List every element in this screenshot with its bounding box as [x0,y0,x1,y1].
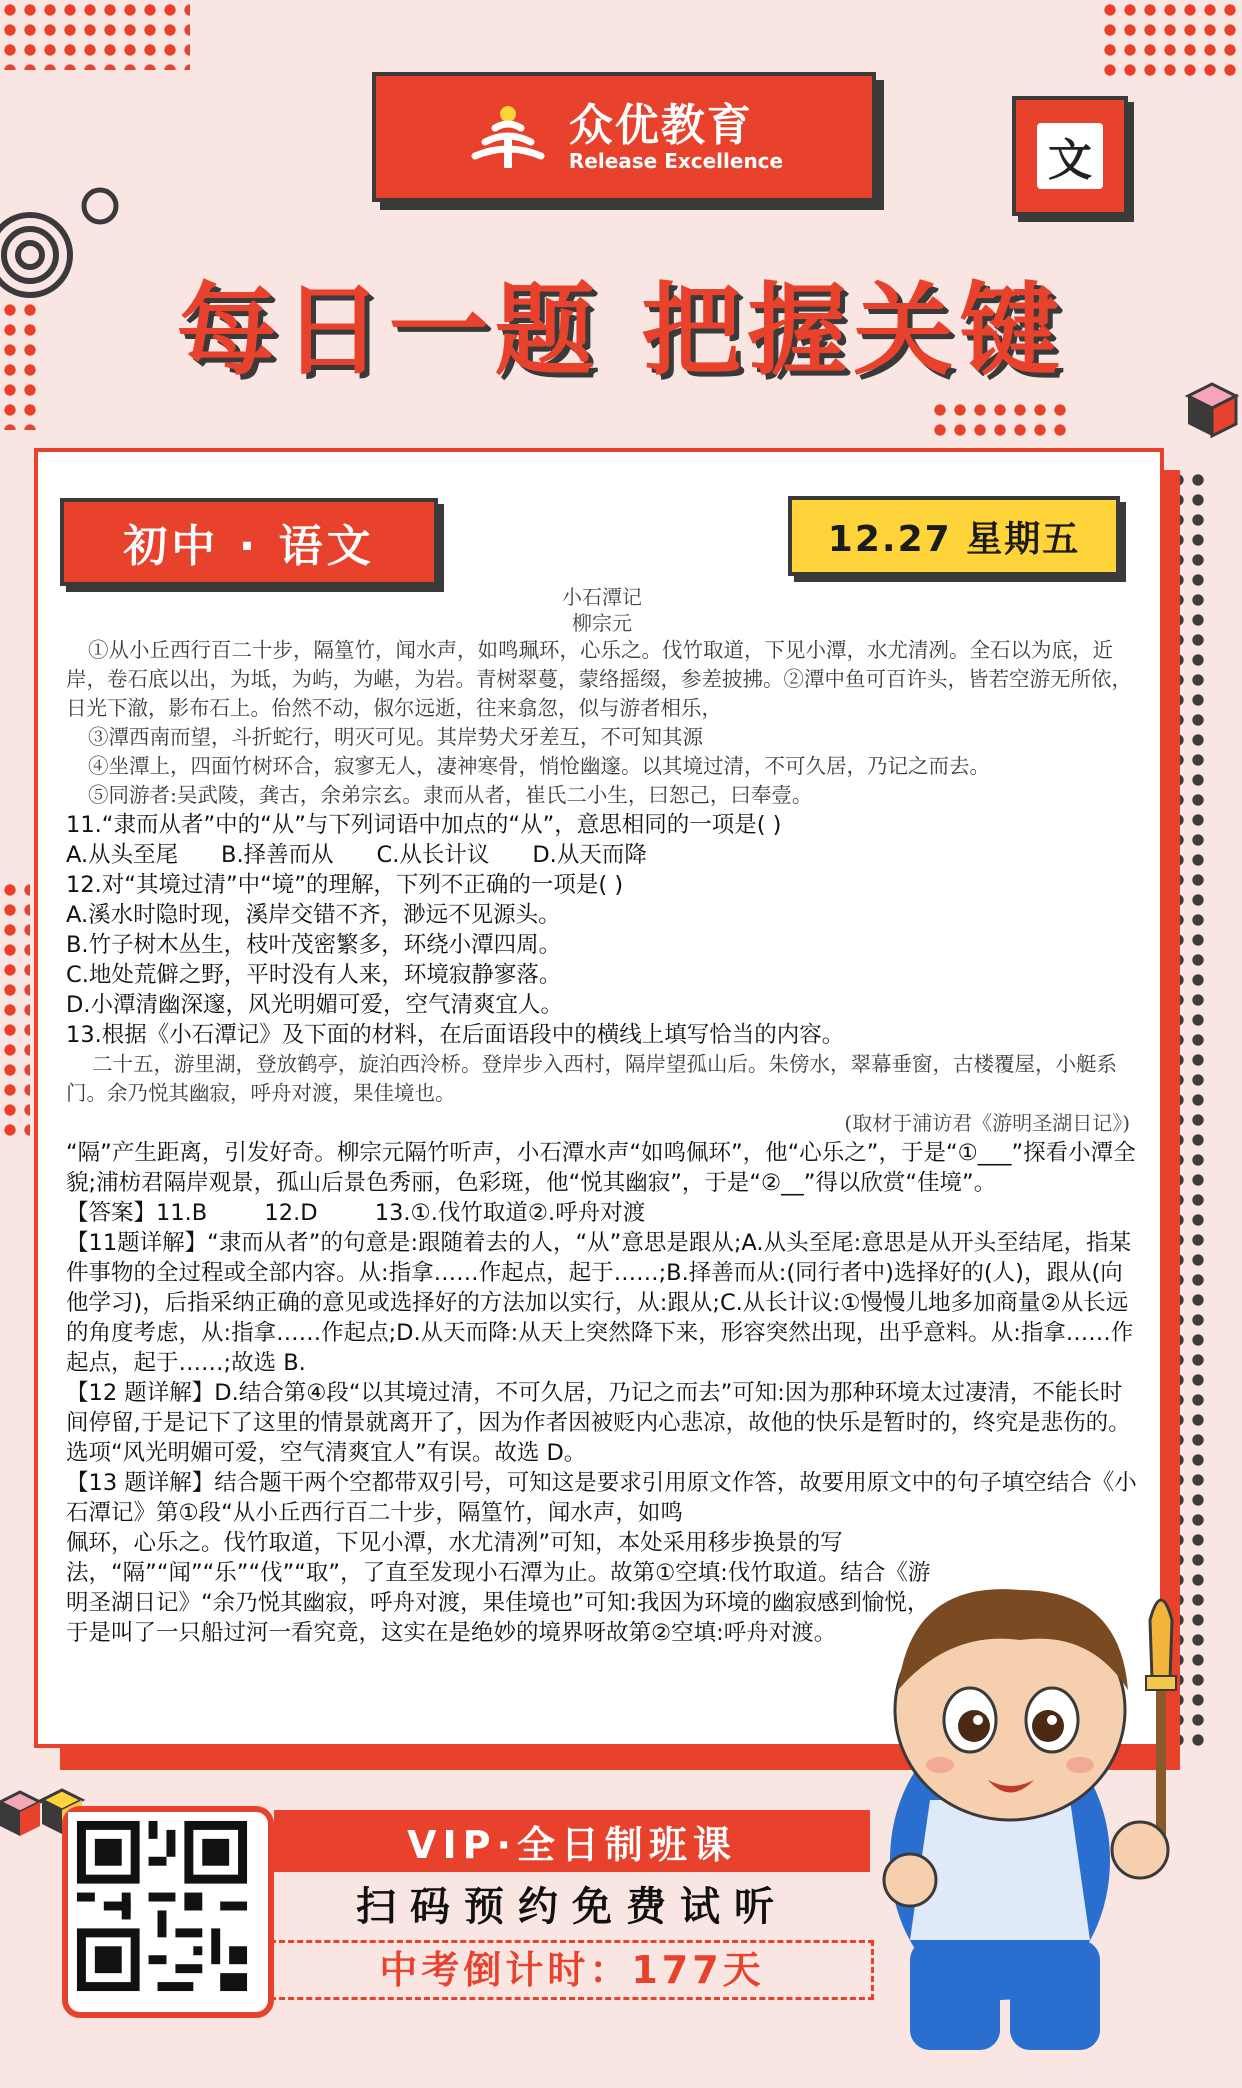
answer-13-detail: 【13 题详解】结合题干两个空都带双引号，可知这是要求引用原文作答，故要用原文中的句子填空结合《小石潭记》第①段“从小丘西行百二十步，隔篁竹，闻水声，如鸣 [66,1470,1137,1526]
question-12: 12.对“其境过清”中“境”的理解，下列不正确的一项是( ) [66,872,624,898]
decor-dots-top-right [1100,0,1242,80]
brand-name [569,102,783,172]
passage-paragraph: ④坐潭上，四面竹树环合，寂寥无人，凄神寒骨，悄怆幽邃。以其境过清，不可久居，乃记之而去。 [88,754,990,778]
exam-countdown: 中考倒计时：177天 [270,1940,874,2000]
decor-dots-left-bottom [0,880,30,1140]
qr-code[interactable] [62,1806,274,2018]
question-content [66,584,1138,1648]
brand-name-en: Release Excellence [568,149,784,173]
question-12-option-a: A.溪水时隐时现，溪岸交错不齐，渺远不见源头。 [66,902,561,928]
mascot-illustration [870,1560,1200,2080]
question-13-source: (取材于浦访君《游明圣湖日记》) [844,1111,1130,1135]
answer-13-detail-cont: 佩环，心乐之。伐竹取道，下见小潭，水尤清冽”可知，本处采用移步换景的写法，“隔”“闻”“乐”“伐”“取”，了直至发现小石潭为止。故第①空填:伐竹取道。结合《游明圣湖日记》“余乃悦其幽寂，呼舟对渡，果佳境也”可知:我因为环境的幽寂感到愉悦，于是叫了一只船过河一看究竟，这实在是绝妙的境界呀故第②空填:呼舟对渡。 [66,1530,931,1646]
subject-tag: 初中 · 语文 [60,498,438,586]
ring-decoration [78,184,122,228]
brand-name-cn: 众优教育 [568,100,753,151]
passage-title: 小石潭记 [562,585,642,609]
answer-11-detail: 【11题详解】“隶而从者”的句意是:跟随着去的人，“从”意思是跟从;A.从头至尾:意思是从开头至结尾，指某件事物的全过程或全部内容。从:指拿……作起点，起于……;B.择善而从:(同行者中)选择好的(人)，跟从(向他学习)，后指采纳正确的意见或选择好的方法加以实行，从:跟从;C.从长计议:①慢慢儿地多加商量②从长远的角度考虑，从:指拿……作起点;D.从天而降:从天上突然降下来，形容突然出现，出乎意料。从:指拿……作起点，起于……;故选 B. [66,1230,1134,1376]
passage-paragraph: ①从小丘西行百二十步，隔篁竹，闻水声，如鸣珮环，心乐之。伐竹取道，下见小潭，水尤清冽。全石以为底，近岸，卷石底以出，为坻，为屿，为嵁，为岩。青树翠蔓，蒙络摇缀，参差披拂。②潭中鱼可百许头，皆若空游无所依，日光下澈，影布石上。佁然不动，俶尔远逝，往来翕忽，似与游者相乐， [66,638,1132,720]
slogan-title: 每日一题 把握关键 [176,272,1066,389]
brand-logo-bar [372,72,876,202]
date-tag: 12.27 星期五 [788,496,1120,576]
question-13-text: “隔”产生距离，引发好奇。柳宗元隔竹听声，小石潭水声“如鸣佩环”，他“心乐之”，于是“①___”探看小潭全貌;浦枋君隔岸观景，孤山后景色秀丽，色彩斑，他“悦其幽寂”，于是“②__”得以欣赏“佳境”。 [66,1140,1136,1196]
logo-icon [465,94,551,180]
answer-12-detail: 【12 题详解】D.结合第④段“以其境过清，不可久居，乃记之而去”可知:因为那种环境太过凄清，不能长时间停留,于是记下了这里的情景就离开了，因为作者因被贬内心悲凉，故他的快乐是暂时的，终究是悲伤的。选项“风光明媚可爱，空气清爽宜人”有误。故选 D。 [66,1380,1131,1466]
question-12-option-c: C.地处荒僻之野，平时没有人来，环境寂静寥落。 [66,962,562,988]
passage-author: 柳宗元 [572,611,632,635]
question-13-material: 二十五，游里湖，登放鹤亭，旋泊西泠桥。登岸步入西村，隔岸望孤山后。朱傍水，翠幕垂窗，古楼覆屋，小艇系门。余乃悦其幽寂，呼舟对渡，果佳境也。 [66,1052,1117,1105]
decor-dots-right [930,400,1070,440]
question-13: 13.根据《小石潭记》及下面的材料，在后面语段中的横线上填写恰当的内容。 [66,1022,845,1048]
wen-badge-label: 文 [1037,123,1103,189]
question-12-option-d: D.小潭清幽深邃，风光明媚可爱，空气清爽宜人。 [66,992,563,1018]
question-11: 11.“隶而从者”中的“从”与下列词语中加点的“从”，意思相同的一项是( ) [66,812,782,838]
wen-book-icon [1012,96,1128,216]
vip-banner: VIP·全日制班课 [274,1810,870,1872]
qr-code-pattern [68,1812,256,2000]
question-11-options: A.从头至尾 B.择善而从 C.从长计议 D.从天而降 [66,842,647,868]
decor-dots-top-left [0,0,190,70]
scan-cta: 扫码预约免费试听 [356,1884,788,1930]
question-12-option-b: B.竹子树木丛生，枝叶茂密繁多，环绕小潭四周。 [66,932,562,958]
answer-key: 【答案】11.B 12.D 13.①.伐竹取道②.呼舟对渡 [66,1200,646,1226]
passage-paragraph: ⑤同游者:吴武陵，龚古，余弟宗玄。隶而从者，崔氏二小生，曰恕己，曰奉壹。 [88,783,813,807]
passage-paragraph: ③潭西南而望，斗折蛇行，明灭可见。其岸势犬牙差互，不可知其源 [88,725,703,749]
